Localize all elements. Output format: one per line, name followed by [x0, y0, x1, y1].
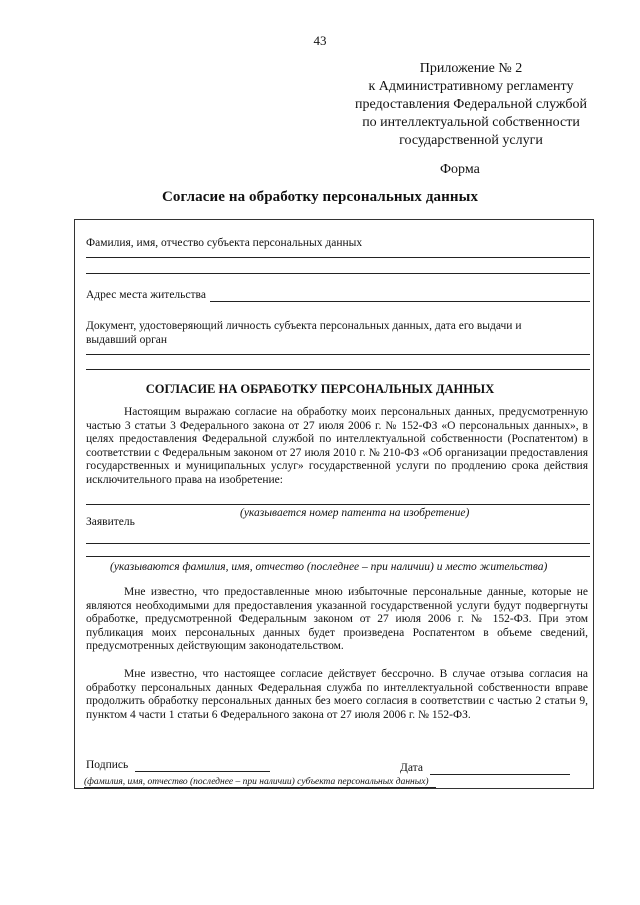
address-label: Адрес места жительства: [86, 289, 206, 301]
signature-hint: (фамилия, имя, отчество (последнее – при наличии) субъекта персональных данных): [84, 777, 429, 787]
consent-paragraph-2: [86, 586, 588, 654]
document-title: Согласие на обработку персональных данных: [161, 189, 479, 205]
patent-hint: (указывается номер патента на изобретение): [240, 507, 470, 519]
document-label-line-2: выдавший орган: [86, 334, 168, 346]
consent-paragraph-1-text: Настоящим выражаю согласие на обработку моих персональных данных, предусмотренную частью 3 статьи 3 Федерального закона от 27 июля 2006 г. № 152-ФЗ «О персональных данных», в целях предоставления Федеральной службой по интеллектуальной собственности (Роспатентом) в соответствии с Федеральным законом от 27 июля 2010 г. № 210-ФЗ «Об организации предоставления государственных и муниципальных услуг» государственной услуги по продлению срока действия исключительного права на изобретение:: [86, 406, 588, 486]
consent-heading: СОГЛАСИЕ НА ОБРАБОТКУ ПЕРСОНАЛЬНЫХ ДАННЫХ: [145, 382, 495, 396]
signature-line[interactable]: [135, 771, 270, 772]
document-label-line-1: Документ, удостоверяющий личность субъекта персональных данных, дата его выдачи и: [86, 320, 522, 332]
document-label: [86, 319, 590, 347]
applicant-line-2[interactable]: [86, 556, 590, 557]
appendix-header: [346, 60, 596, 150]
full-name-label: Фамилия, имя, отчество субъекта персональных данных: [86, 237, 363, 249]
consent-paragraph-2-text: Мне известно, что предоставленные мною избыточные персональные данные, которые не являются необходимыми для предоставления указанной государственной услуги будут подвергнуты обработке, предусмотренной Федеральным законом от 27 июля 2006 г. № 152-ФЗ. При этом публикация моих персональных данных будет произведена Роспатентом в объеме сведений, предусмотренных действующим законодательством.: [86, 586, 588, 652]
consent-paragraph-3: [86, 668, 588, 722]
appendix-line-3: предоставления Федеральной службой: [355, 97, 587, 112]
page-number: 43: [313, 33, 327, 48]
consent-paragraph-3-text: Мне известно, что настоящее согласие действует бессрочно. В случае отзыва согласия на обработку персональных данных Федеральная служба по интеллектуальной собственности вправе продолжить обработку персональных данных без моего согласия в соответствии с частью 2 статьи 9, пунктом 4 части 1 статьи 6 Федерального закона от 27 июля 2006 г. № 152-ФЗ.: [86, 668, 588, 721]
date-label: Дата: [400, 762, 423, 774]
applicant-line-1[interactable]: [86, 543, 590, 544]
form-label: Форма: [440, 162, 480, 177]
consent-paragraph-1: [86, 406, 588, 491]
document-line-1[interactable]: [86, 354, 590, 355]
applicant-hint: (указываются фамилия, имя, отчество (последнее – при наличии) и место жительства): [110, 561, 548, 573]
appendix-line-1: Приложение № 2: [419, 61, 523, 76]
signature-label: Подпись: [86, 759, 129, 771]
patent-number-line[interactable]: [86, 504, 590, 505]
document-line-2[interactable]: [86, 369, 590, 370]
signature-hint-underline: [84, 787, 436, 788]
address-line[interactable]: [210, 301, 590, 302]
appendix-line-2: к Административному регламенту: [368, 79, 574, 94]
appendix-line-4: по интеллектуальной собственности: [362, 115, 580, 130]
full-name-line-2[interactable]: [86, 273, 590, 274]
appendix-line-5: государственной услуги: [399, 133, 543, 148]
date-line[interactable]: [430, 774, 570, 775]
full-name-line-1[interactable]: [86, 257, 590, 258]
applicant-label: Заявитель: [86, 516, 135, 528]
